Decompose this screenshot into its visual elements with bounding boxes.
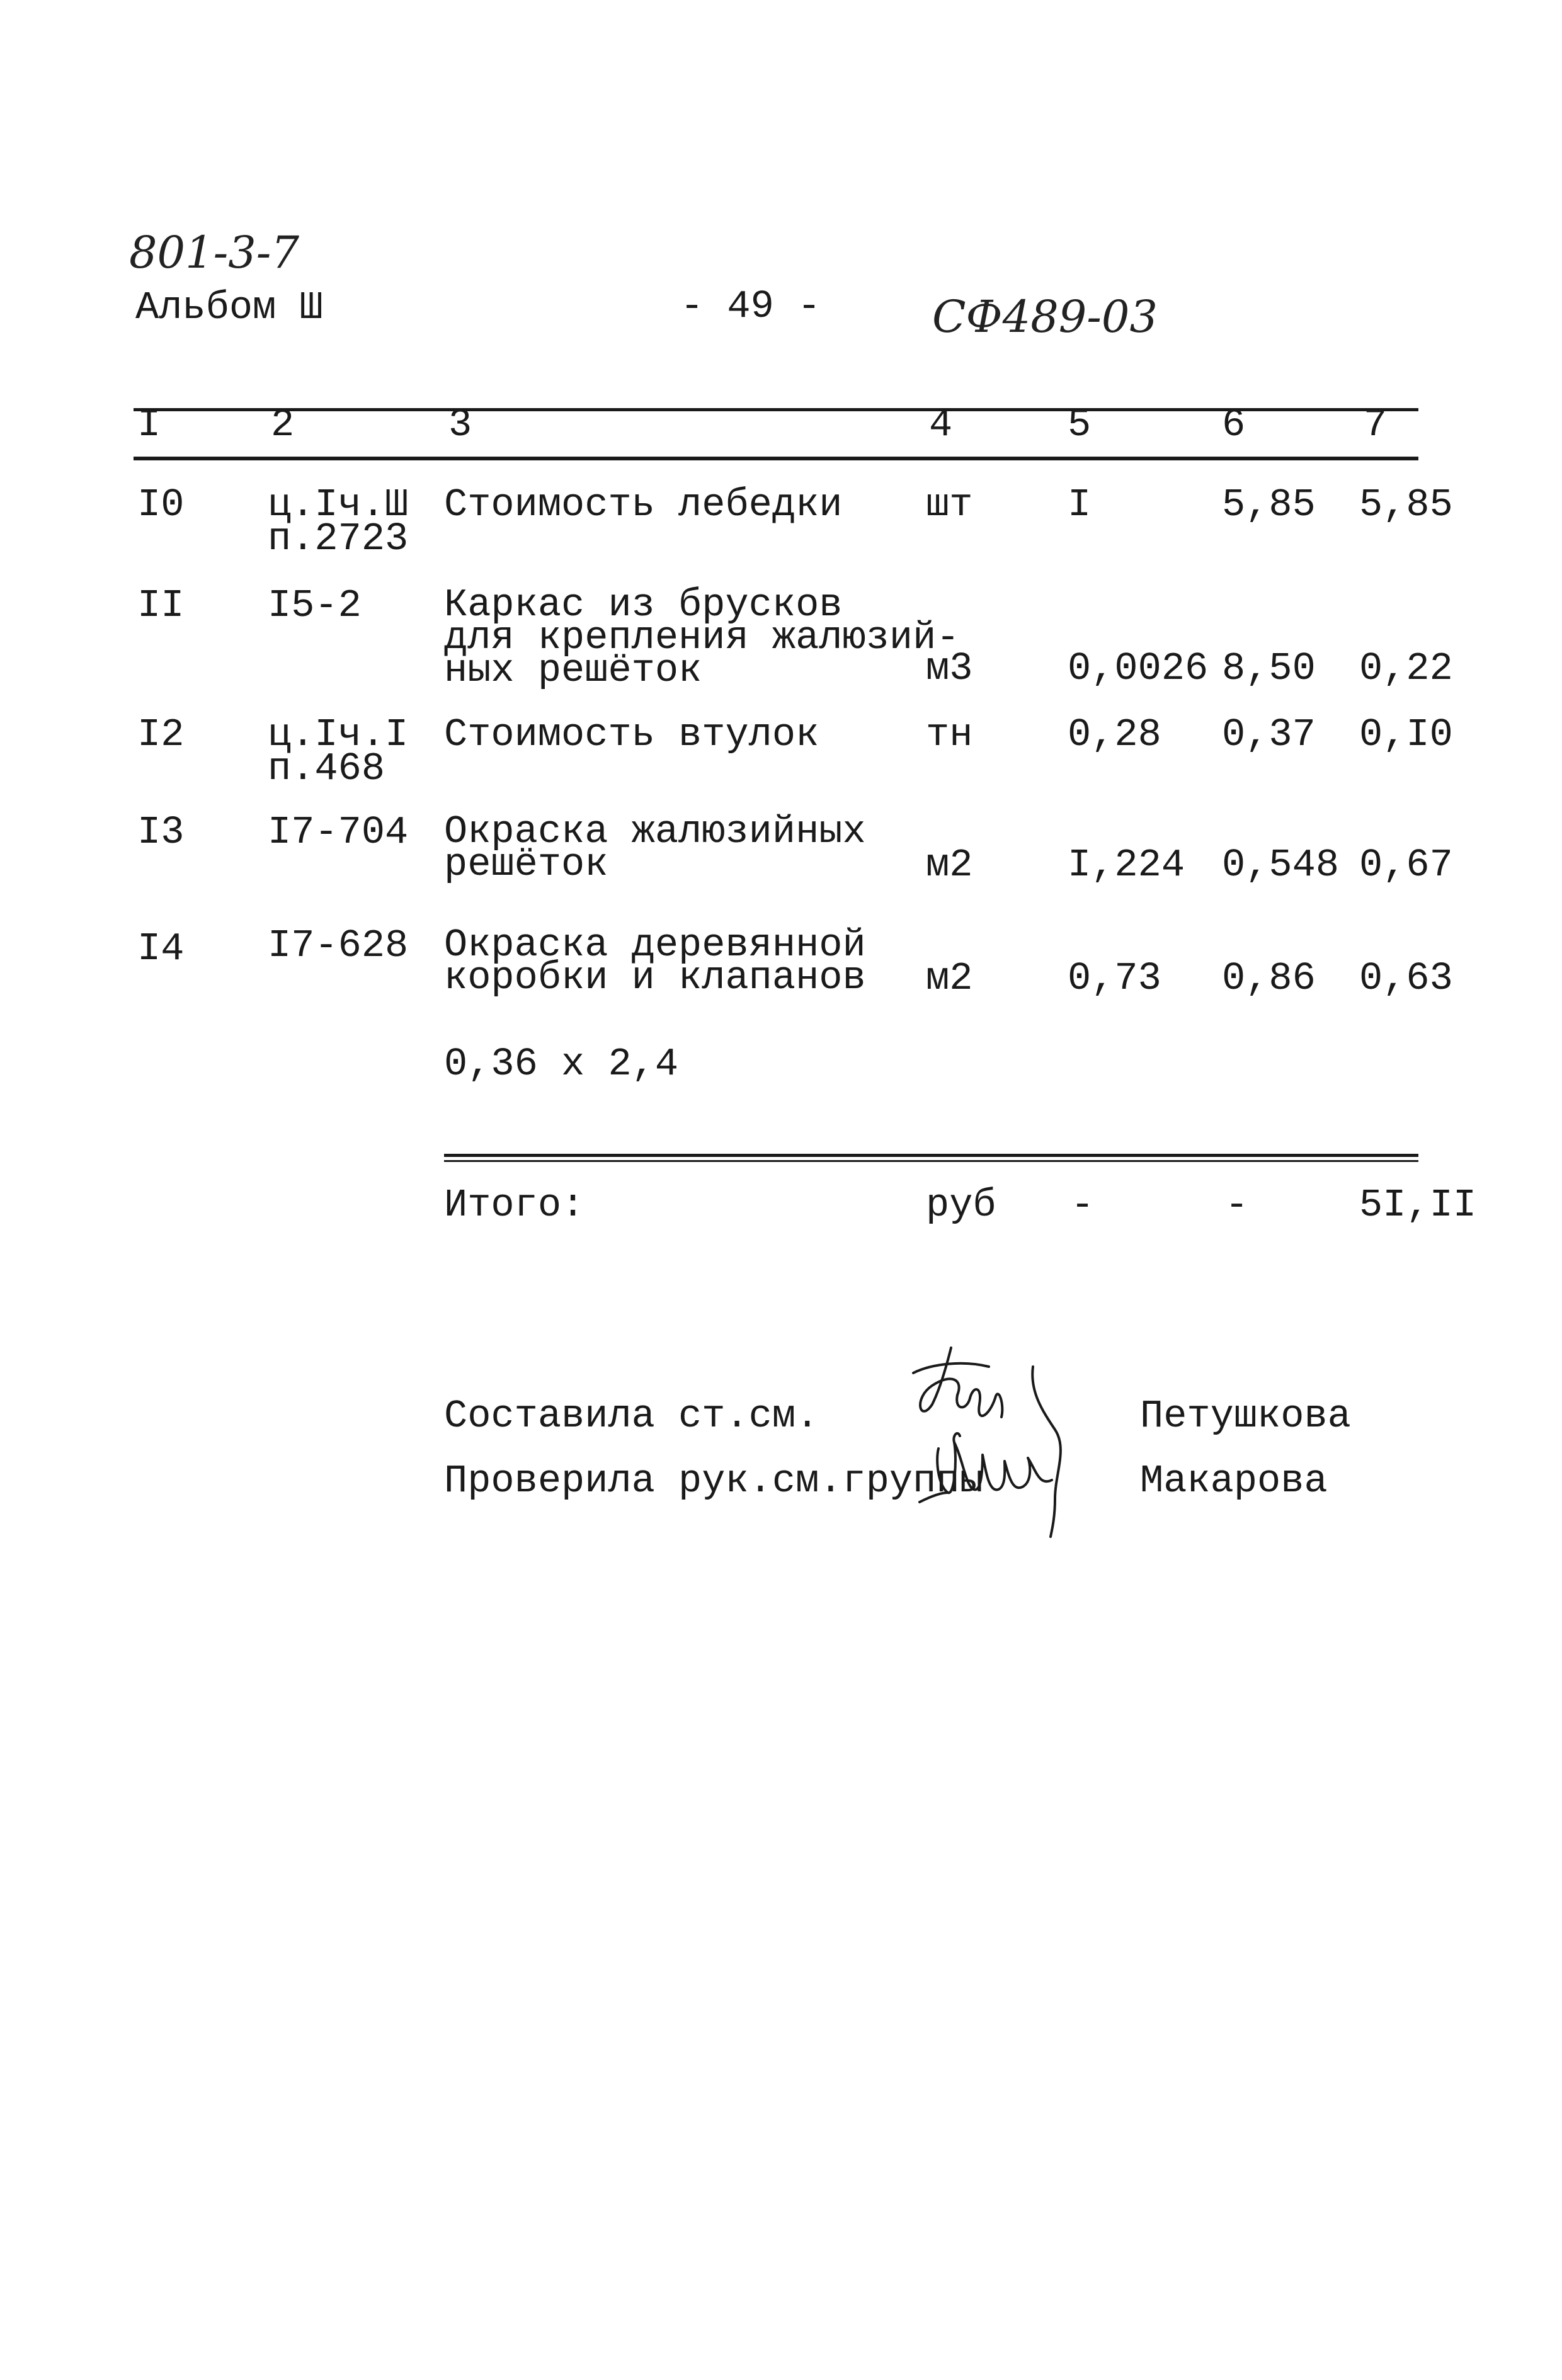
- total-unit: руб: [926, 1183, 996, 1227]
- handwritten-signature: [894, 1335, 1109, 1543]
- table-row-3-name: Стоимость втулок: [444, 712, 819, 757]
- table-row-2-ref: I5-2: [268, 583, 362, 628]
- table-row-1-price: 5,85: [1222, 482, 1316, 527]
- total-top-rule: [444, 1154, 1418, 1157]
- compiled-by-name: Петушкова: [1140, 1394, 1351, 1438]
- checked-by-name: Макарова: [1140, 1459, 1328, 1503]
- column-header-5: 5: [1068, 402, 1092, 447]
- table-row-1-unit: шт: [926, 482, 973, 527]
- table-row-5-unit: м2: [926, 956, 973, 1001]
- table-row-2-no: II: [137, 583, 185, 628]
- checked-by-label: Проверила рук.см.группы: [444, 1459, 983, 1503]
- table-row-4-no: I3: [137, 810, 185, 855]
- table-row-1-total: 5,85: [1359, 482, 1453, 527]
- table-row-1-name: Стоимость лебедки: [444, 482, 843, 527]
- table-row-3-unit: тн: [926, 712, 973, 757]
- table-row-5-no: I4: [137, 926, 185, 971]
- column-header-1: I: [137, 402, 161, 447]
- table-row-1-no: I0: [137, 482, 185, 527]
- table-row-4-ref: I7-704: [268, 810, 409, 855]
- table-row-3-qty: 0,28: [1068, 712, 1161, 757]
- page-number: - 49 -: [680, 284, 821, 329]
- table-row-4-name: Окраска жалюзийных решёток: [444, 809, 866, 887]
- handwritten-reference: СФ489-03: [932, 291, 1158, 343]
- table-row-4-price: 0,548: [1222, 843, 1340, 887]
- table-row-5-total: 0,63: [1359, 956, 1453, 1001]
- table-row-3-price: 0,37: [1222, 712, 1316, 757]
- table-row-3-ref: ц.Iч.I п.468: [268, 712, 409, 791]
- total-qty: -: [1071, 1183, 1095, 1227]
- table-row-5-ref: I7-628: [268, 923, 409, 968]
- table-header-rule: [134, 457, 1418, 460]
- column-header-7: 7: [1364, 402, 1388, 447]
- table-row-2-total: 0,22: [1359, 646, 1453, 691]
- compiled-by-label: Составила ст.см.: [444, 1394, 819, 1438]
- table-row-4-qty: I,224: [1068, 843, 1185, 887]
- column-header-6: 6: [1222, 402, 1246, 447]
- total-sum: 5I,II: [1359, 1183, 1477, 1227]
- formula-note: 0,36 x 2,4: [444, 1042, 679, 1086]
- table-row-2-unit: м3: [926, 646, 973, 691]
- handwritten-document-code: 801-3-7: [129, 227, 299, 278]
- table-row-2-price: 8,50: [1222, 646, 1316, 691]
- table-row-1-qty: I: [1068, 482, 1092, 527]
- table-row-2-qty: 0,0026: [1068, 646, 1209, 691]
- table-row-4-unit: м2: [926, 843, 973, 887]
- table-row-2-name: Каркас из брусков для крепления жалюзий- ных решёток: [444, 583, 960, 693]
- table-row-5-name: Окраска деревянной коробки и клапанов: [444, 923, 866, 1000]
- table-row-3-total: 0,I0: [1359, 712, 1453, 757]
- table-row-5-price: 0,86: [1222, 956, 1316, 1001]
- total-price: -: [1225, 1183, 1249, 1227]
- table-row-1-ref: ц.Iч.Ш п.2723: [268, 482, 409, 561]
- table-row-5-qty: 0,73: [1068, 956, 1161, 1001]
- table-row-4-total: 0,67: [1359, 843, 1453, 887]
- total-top-rule-2: [444, 1160, 1418, 1162]
- album-label: Альбом Ш: [135, 285, 323, 330]
- column-header-4: 4: [929, 402, 953, 447]
- column-header-3: 3: [448, 402, 472, 447]
- table-row-3-no: I2: [137, 712, 185, 757]
- column-header-2: 2: [271, 402, 295, 447]
- total-label: Итого:: [444, 1183, 585, 1227]
